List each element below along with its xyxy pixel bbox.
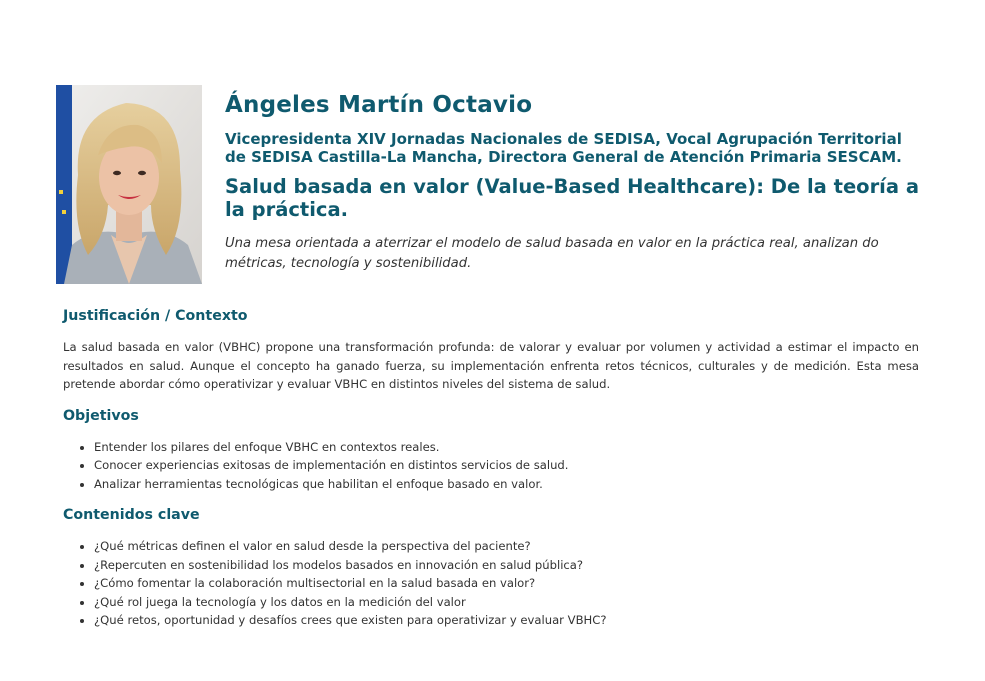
list-item: • Analizar herramientas tecnológicas que habilitan el enfoque basado en valor.	[94, 475, 919, 494]
list-item: • ¿Qué retos, oportunidad y desafíos crees que existen para operativizar y evaluar VBHC?	[94, 611, 919, 630]
speaker-photo	[56, 85, 202, 284]
objectives-heading: Objetivos	[63, 407, 139, 424]
key-contents-list	[63, 537, 919, 630]
context-heading: Justificación / Contexto	[63, 308, 248, 324]
list-item: • Entender los pilares del enfoque VBHC en contextos reales.	[94, 438, 919, 457]
list-item: • ¿Repercuten en sostenibilidad los modelos basados en innovación en salud pública?	[94, 556, 919, 575]
list-item: • ¿Qué métricas definen el valor en salud desde la perspectiva del paciente?	[94, 537, 919, 556]
session-summary: Una mesa orientada a aterrizar el modelo de salud basada en valor en la práctica real, analizan do métricas, tecnología y sostenibilidad.	[225, 236, 879, 271]
speaker-name: Ángeles Martín Octavio	[225, 92, 533, 118]
list-item: • Conocer experiencias exitosas de implementación en distintos servicios de salud.	[94, 456, 919, 475]
key-contents-heading: Contenidos clave	[63, 507, 200, 523]
session-title: Salud basada en valor (Value-Based Healthcare): De la teoría a la práctica.	[225, 175, 919, 221]
list-item: • ¿Qué rol juega la tecnología y los datos en la medición del valor	[94, 593, 919, 612]
objectives-list	[63, 438, 919, 494]
speaker-portrait-image	[56, 85, 202, 284]
session-details	[63, 306, 919, 630]
speaker-header	[225, 90, 925, 274]
context-text: La salud basada en valor (VBHC) propone una transformación profunda: de valorar y evaluar por volumen y actividad a estimar el impacto en resultados en salud. Aunque el concepto ha ganado fuerza, su implementación enfrenta retos técnicos, culturales y de medición. Esta mesa pretende abordar cómo operativizar y evaluar VBHC en distintos niveles del sistema de salud.	[63, 340, 919, 391]
list-item: • ¿Cómo fomentar la colaboración multisectorial en la salud basada en valor?	[94, 574, 919, 593]
speaker-role: Vicepresidenta XIV Jornadas Nacionales de SEDISA, Vocal Agrupación Territorial de SEDISA Castilla-La Mancha, Directora General de Atención Primaria SESCAM.	[225, 130, 902, 166]
